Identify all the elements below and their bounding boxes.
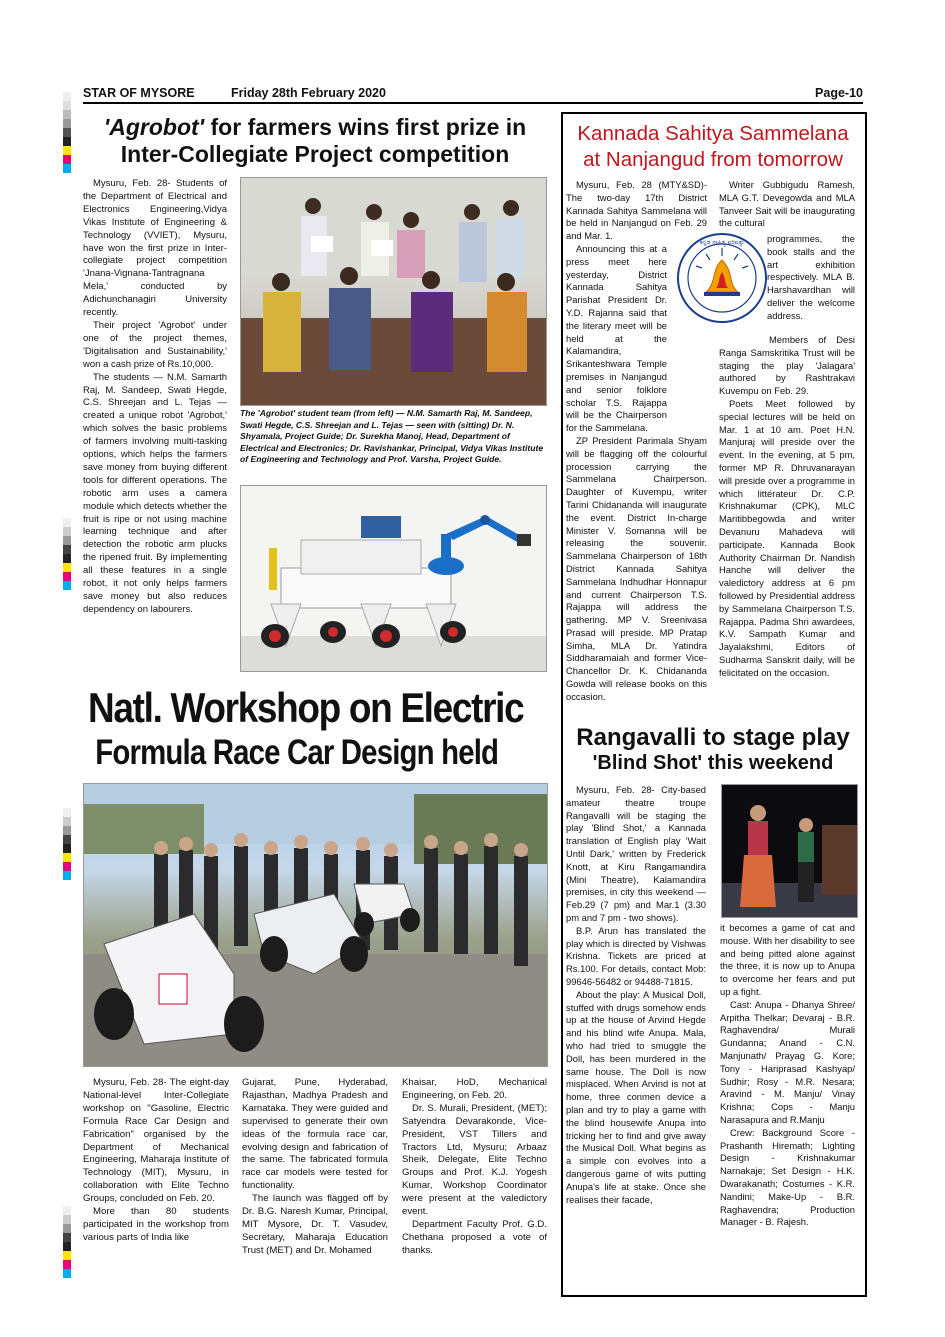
rangavalli-headline	[563, 724, 863, 776]
color-bar	[63, 1206, 71, 1278]
sammelana-para: Writer Gubbigudu Ramesh, MLA G.T. Devegowda and MLA Tanveer Sait will be inaugurating the cultural	[719, 179, 855, 229]
sammelana-para: Poets Meet followed by special lectures will be held on Mar. 1 at 10 am. Poet H.N. Manjuraj will preside over the event. In the evening, at 5 pm, former MP R. Dhruvanarayan will preside over a programme in which littérateur Dr. C.P. Krishnakumar (CPK), MLC Maritibbegowda and writer Devanuru Mahadeva will participate. Kannada Book Authority Chairman Dr. Nandish Hanche will deliver the valedictory address at 6 pm followed by Presidential address by Sammelana Chairperson T.S. Rajappa. Padma Shri awardees, K.V. Sampath Kumar and Jayalakshmi, Editors of Sudharma Sanskrit daily, will be felicitated on the occasion.	[719, 397, 855, 678]
team-photo-illustration	[241, 178, 546, 405]
ksp-logo	[676, 232, 768, 324]
workshop-race-car-photo	[83, 783, 548, 1067]
paper-name: STAR OF MYSORE	[83, 86, 195, 100]
workshop-headline	[81, 686, 551, 772]
sammelana-headline-line2: at Nanjangud from tomorrow	[583, 148, 843, 171]
play-illustration	[722, 785, 857, 917]
workshop-para: Mysuru, Feb. 28- The eight-day National-level Inter-Collegiate workshop on "Gasoline, Electric Formula Race Car Design and Fabrication" organised by the Department of Mechanical Engineering, Maharaja Institute of Technology (MIT), Mysuru, in collaboration with Elite Techno Groups, concluded on Feb. 20.	[83, 1077, 229, 1205]
ksp-logo-icon	[676, 232, 768, 324]
sammelana-col-2c	[719, 334, 855, 680]
workshop-para: More than 80 students participated in the workshop from various parts of India like	[83, 1206, 229, 1243]
sammelana-headline	[563, 121, 863, 173]
agrobot-headline-line2: Inter-Collegiate Project competition	[120, 141, 510, 168]
color-bar	[63, 808, 71, 880]
sammelana-col-2b	[767, 233, 855, 323]
rangavalli-col-1	[566, 784, 706, 1206]
workshop-para: Khaisar, HoD, Mechanical Engineering, on Feb. 20.	[402, 1077, 547, 1101]
rangavalli-para: it becomes a game of cat and mouse. With her disability to see and being pitted alone against the three, it is now up to Anupa to overcome her fears and put up a fight.	[720, 922, 855, 997]
issue-date: Friday 28th February 2020	[231, 86, 386, 100]
workshop-col-2	[242, 1077, 388, 1258]
agrobot-para: Their project 'Agrobot' under one of the project themes, 'Digitalisation and Sustainability,' won a cash prize of Rs.10,000.	[83, 319, 227, 370]
workshop-para: Gujarat, Pune, Hyderabad, Rajasthan, Madhya Pradesh and Karnataka. They were guided and supervised to generate their own ideas of the formula race car, evolving design and fabrication of the same. The fabricated formula race car models were tested for functionality.	[242, 1077, 388, 1192]
agrobot-robot-photo	[240, 485, 547, 672]
page-header	[83, 86, 863, 104]
workshop-col-3	[402, 1077, 547, 1258]
workshop-headline-line2: Formula Race Car Design held	[95, 733, 499, 772]
workshop-headline-line1: Natl. Workshop on Electric	[88, 684, 524, 731]
sammelana-para: Announcing this at a press meet here yesterday, District Kannada Sahitya Parishat President Dr. Y.D. Rajanna said that the literary meet will be held at the Kalamandira, Srikanteshwara Temple premises in Nanjangud and senior folklore scholar T.S. Rajappa will be the Chairperson for the Sammelana.	[566, 242, 667, 434]
race-car-illustration	[84, 784, 547, 1066]
sammelana-para: Members of Desi Ranga Samskritika Trust will be staging the play 'Jalagara' authored by Rashtrakavi Kuvempu on Feb. 29.	[719, 334, 855, 397]
ksp-logo-text: ಕನ್ನಡ ಸಾಹಿತ್ಯ ಪರಿಷತ್ತು	[699, 239, 745, 246]
workshop-col-1	[83, 1077, 229, 1245]
workshop-para: The launch was flagged off by Dr. B.G. Naresh Kumar, Principal, MIT Mysore, Dr. T. Vasudev, Secretary, Maharaja Education Trust (MET) and Dr. Mohamed	[242, 1193, 388, 1256]
rangavalli-para: Crew: Background Score - Prashanth Hiremath; Lighting Design - Krishnakumar Narnakaje; Set Design - H.K. Dwarakanath; Costumes - K.R. Nandini; Make-Up - B.R. Raghavendra; Production Manager - B. Rajesh.	[720, 1126, 855, 1228]
agrobot-team-photo	[240, 177, 547, 406]
agrobot-headline	[80, 114, 550, 168]
color-bar	[63, 92, 71, 173]
agrobot-para: Mysuru, Feb. 28- Students of the Department of Electrical and Electronics Engineering,Vidya Vikas Institute of Engineering & Technology (VVIET), Mysuru, have won the first prize in Inter-collegiate project competition 'Jnana-Vignana-Tantragnana Mela,' conducted by Adichunchanagiri University recently.	[83, 178, 227, 319]
sammelana-para: programmes, the book stalls and the art exhibition respectively. MLA B. Harshavardhan will deliver the welcome address.	[767, 233, 855, 321]
rangavalli-headline-line2: 'Blind Shot' this weekend	[592, 752, 834, 774]
agrobot-headline-rest: for farmers wins first prize in	[204, 114, 527, 140]
sammelana-para: Mysuru, Feb. 28 (MTY&SD)- The two-day 17th District Kannada Sahitya Sammelana will be held in Nanjangud on Feb. 29 and Mar. 1.	[566, 179, 707, 242]
color-bar	[63, 518, 71, 590]
page-number: Page-10	[815, 86, 863, 100]
agrobot-headline-italic: 'Agrobot'	[103, 114, 205, 140]
rangavalli-headline-line1: Rangavalli to stage play	[576, 724, 850, 751]
sammelana-para: ZP President Parimala Shyam will be flagging off the colourful procession carrying the Sammelana Chairperson. Daughter of Kuvempu, writer Tarini Chidananda will inaugurate the event. District In-charge Minister V. Somanna will be releasing the souvenir. Sammelana Chairperson of 16th District Kannada Sahitya Sammelana Indhudhar Honnapur and current Chairperson T.S. Rajappa will address the gathering. MP V. Sreenivasa Prasad will preside. MP Pratap Simha, MLA Dr. Yatindra Siddharamaiah and former Vice-Chancellor Dr. K. Chidananda Gowda will release books on this occasion.	[566, 434, 707, 702]
rangavalli-para: B.P. Arun has translated the play which is directed by Vishwas Krishna. Tickets are priced at Rs.100. For details, contact Mob: 99646-56482 or 94488-71815.	[566, 924, 706, 987]
agrobot-caption: The 'Agrobot' student team (from left) — N.M. Samarth Raj, M. Sandeep, Swati Hegde, C.S. Shreejan and L. Tejas — seen with (sitting) Dr. N. Shyamala, Project Guide; Dr. Surekha Manoj, Head, Department of Electrical and Electronics; Dr. Ravishankar, Principal, Vidya Vikas Institute of Engineering and Technology and Prof. Varsha, Project Guide.	[240, 408, 544, 465]
rangavalli-para: Mysuru, Feb. 28- City-based amateur theatre troupe Rangavalli will be staging the play 'Blind Shot,' a Kannada translation of English play 'Wait Until Dark,' written by Frederick Knott, at Kiru Rangamandira (Mini Theatre), Kalamandira premises, in city this weekend — Feb.29 (7 pm) and Mar.1 (3.30 pm and 7 pm - two shows).	[566, 784, 706, 923]
rangavalli-para: Cast: Anupa - Dhanya Shree/ Arpitha Thelkar; Devaraj - B.R. Raghavendra/ Murali Gundanna; Anand - C.N. Manjunath/ Prayag G. Kore; Tony - Hariprasad Kashyap/ Sudhir; Rosy - M.R. Nesara; Aravind - M. Manju/ Vinay Krishna; Cops - Manju Narasapura and R.Manju	[720, 998, 855, 1125]
workshop-para: Dr. S. Murali, President, (MET); Satyendra Devarakonde, Vice-President, VST Tillers and Tractors Ltd, Mysuru; Arbaaz Sheik, Delegate, Elite Techno Groups and Prof. K.J. Yogesh Kumar, Workshop Coordinator were present at the valedictory event.	[402, 1102, 547, 1218]
rangavalli-para: About the play: A Musical Doll, stuffed with drugs somehow ends up at the house of Arvind Hegde and his blind wife Anupa. Mala, who had tried to smuggle the Doll, has been murdered in the same house. The Doll is now misplaced. When Arvind is not at home, three conmen device a plan and try to play a game with the blind housewife Anupa into tricking her to find and give away the Musical Doll. What begins as a simple con evolves into a dangerous game of wits putting Anupa's life at stake. Once she realises their facade,	[566, 988, 706, 1205]
rangavalli-col-2	[720, 922, 855, 1229]
sammelana-col-2a	[719, 179, 855, 230]
rangavalli-play-photo	[721, 784, 858, 918]
agrobot-para: The students — N.M. Samarth Raj, M. Sandeep, Swati Hegde, C.S. Shreejan and L. Tejas — created a unique robot 'Agrobot,' which solves the basic problems of farmers involving multi-tasking options, which helps the farmers save money from buying different tools for different operations. The robotic arm uses a camera module which detects whether the fruit is ripe or not using machine learning technique and after detection the robotic arm plucks the ripened fruit. By implementing all these features in a single robot, it not only helps farmers save money but also reduces dependency on labourers.	[83, 371, 227, 615]
robot-illustration	[241, 486, 546, 671]
sammelana-headline-line1: Kannada Sahitya Sammelana	[577, 122, 849, 145]
agrobot-article	[83, 178, 227, 617]
workshop-para: Department Faculty Prof. G.D. Chethana proposed a vote of thanks.	[402, 1218, 547, 1256]
